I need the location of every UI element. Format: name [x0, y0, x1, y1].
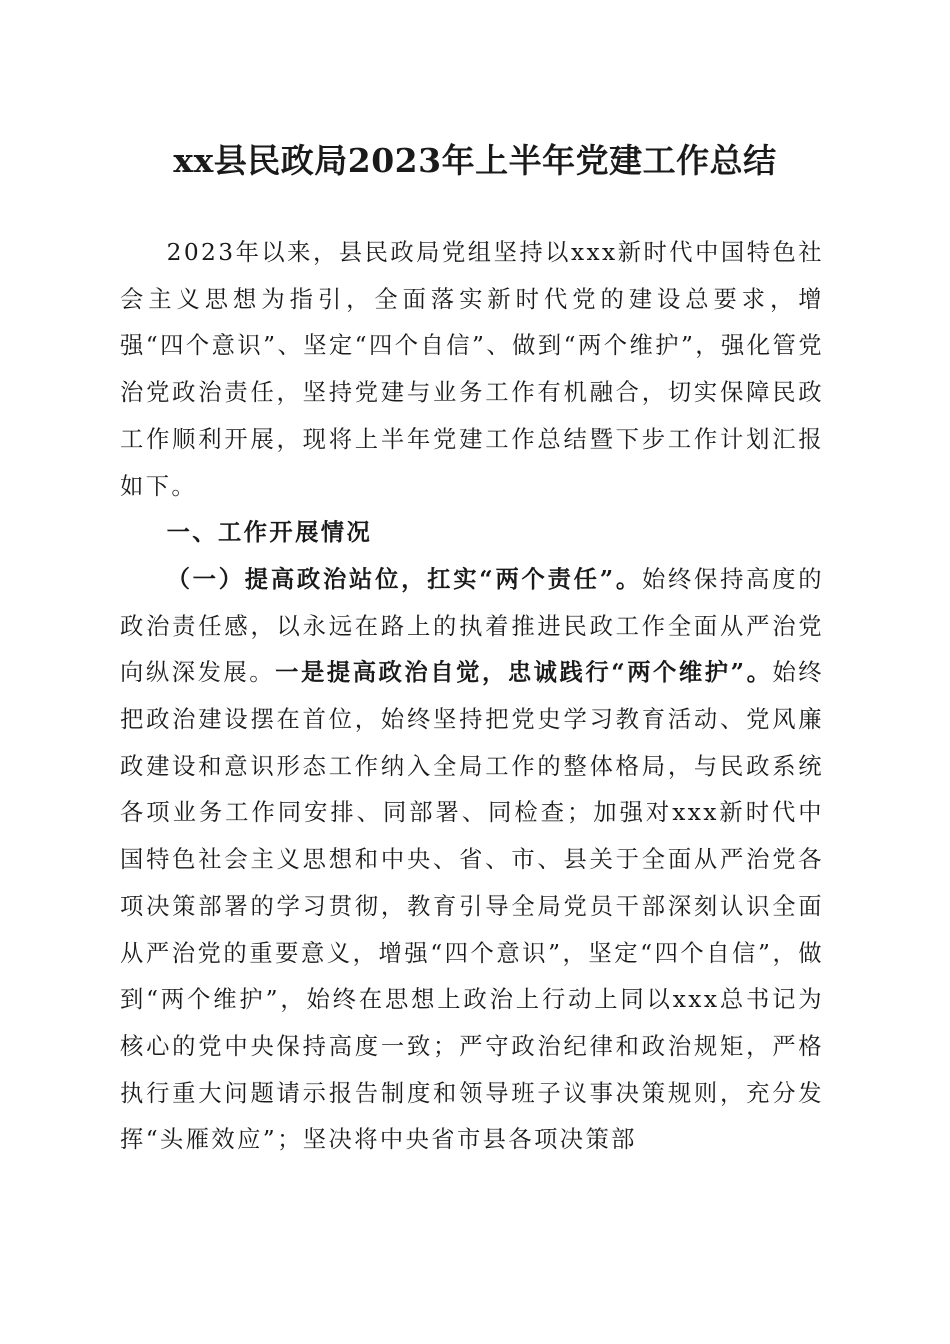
subsection-heading: （一）提高政治站位，扛实“两个责任”。: [166, 565, 642, 593]
point-heading: 一是提高政治自觉，忠诚践行“两个维护”。: [275, 659, 773, 687]
point-text: 始终把政治建设摆在首位，始终坚持把党史学习教育活动、党风廉政建设和意识形态工作纳入全局工作的整体格局，与民政系统各项业务工作同安排、同部署、同检查；加强对xxx新时代中国特色社会主义思想和中央、省、市、县关于全面从严治党各项决策部署的学习贯彻，教育引导全局党员干部深刻认识全面从严治党的重要意义，增强“四个意识”，坚定“四个自信”，做到“两个维护”，始终在思想上政治上行动上同以xxx总书记为核心的党中央保持高度一致；严守政治纪律和政治规矩，严格执行重大问题请示报告制度和领导班子议事决策规则，充分发挥“头雁效应”；坚决将中央省市县各项决策部: [120, 659, 824, 1154]
intro-paragraph: 2023年以来，县民政局党组坚持以xxx新时代中国特色社会主义思想为指引，全面落实新时代党的建设总要求，增强“四个意识”、坚定“四个自信”、做到“两个维护”，强化管党治党政治责任，坚持党建与业务工作有机融合，切实保障民政工作顺利开展，现将上半年党建工作总结暨下步工作计划汇报如下。: [120, 239, 824, 500]
document-body: [120, 230, 824, 1164]
section-heading: 一、工作开展情况: [166, 519, 373, 547]
document-title: xx县民政局2023年上半年党建工作总结: [173, 141, 777, 180]
body-paragraph: [120, 557, 824, 1164]
subsection-text: 始终保持高度的政治责任感，以永远在路上的执着推进民政工作全面从严治党向纵深发展。: [120, 565, 824, 687]
